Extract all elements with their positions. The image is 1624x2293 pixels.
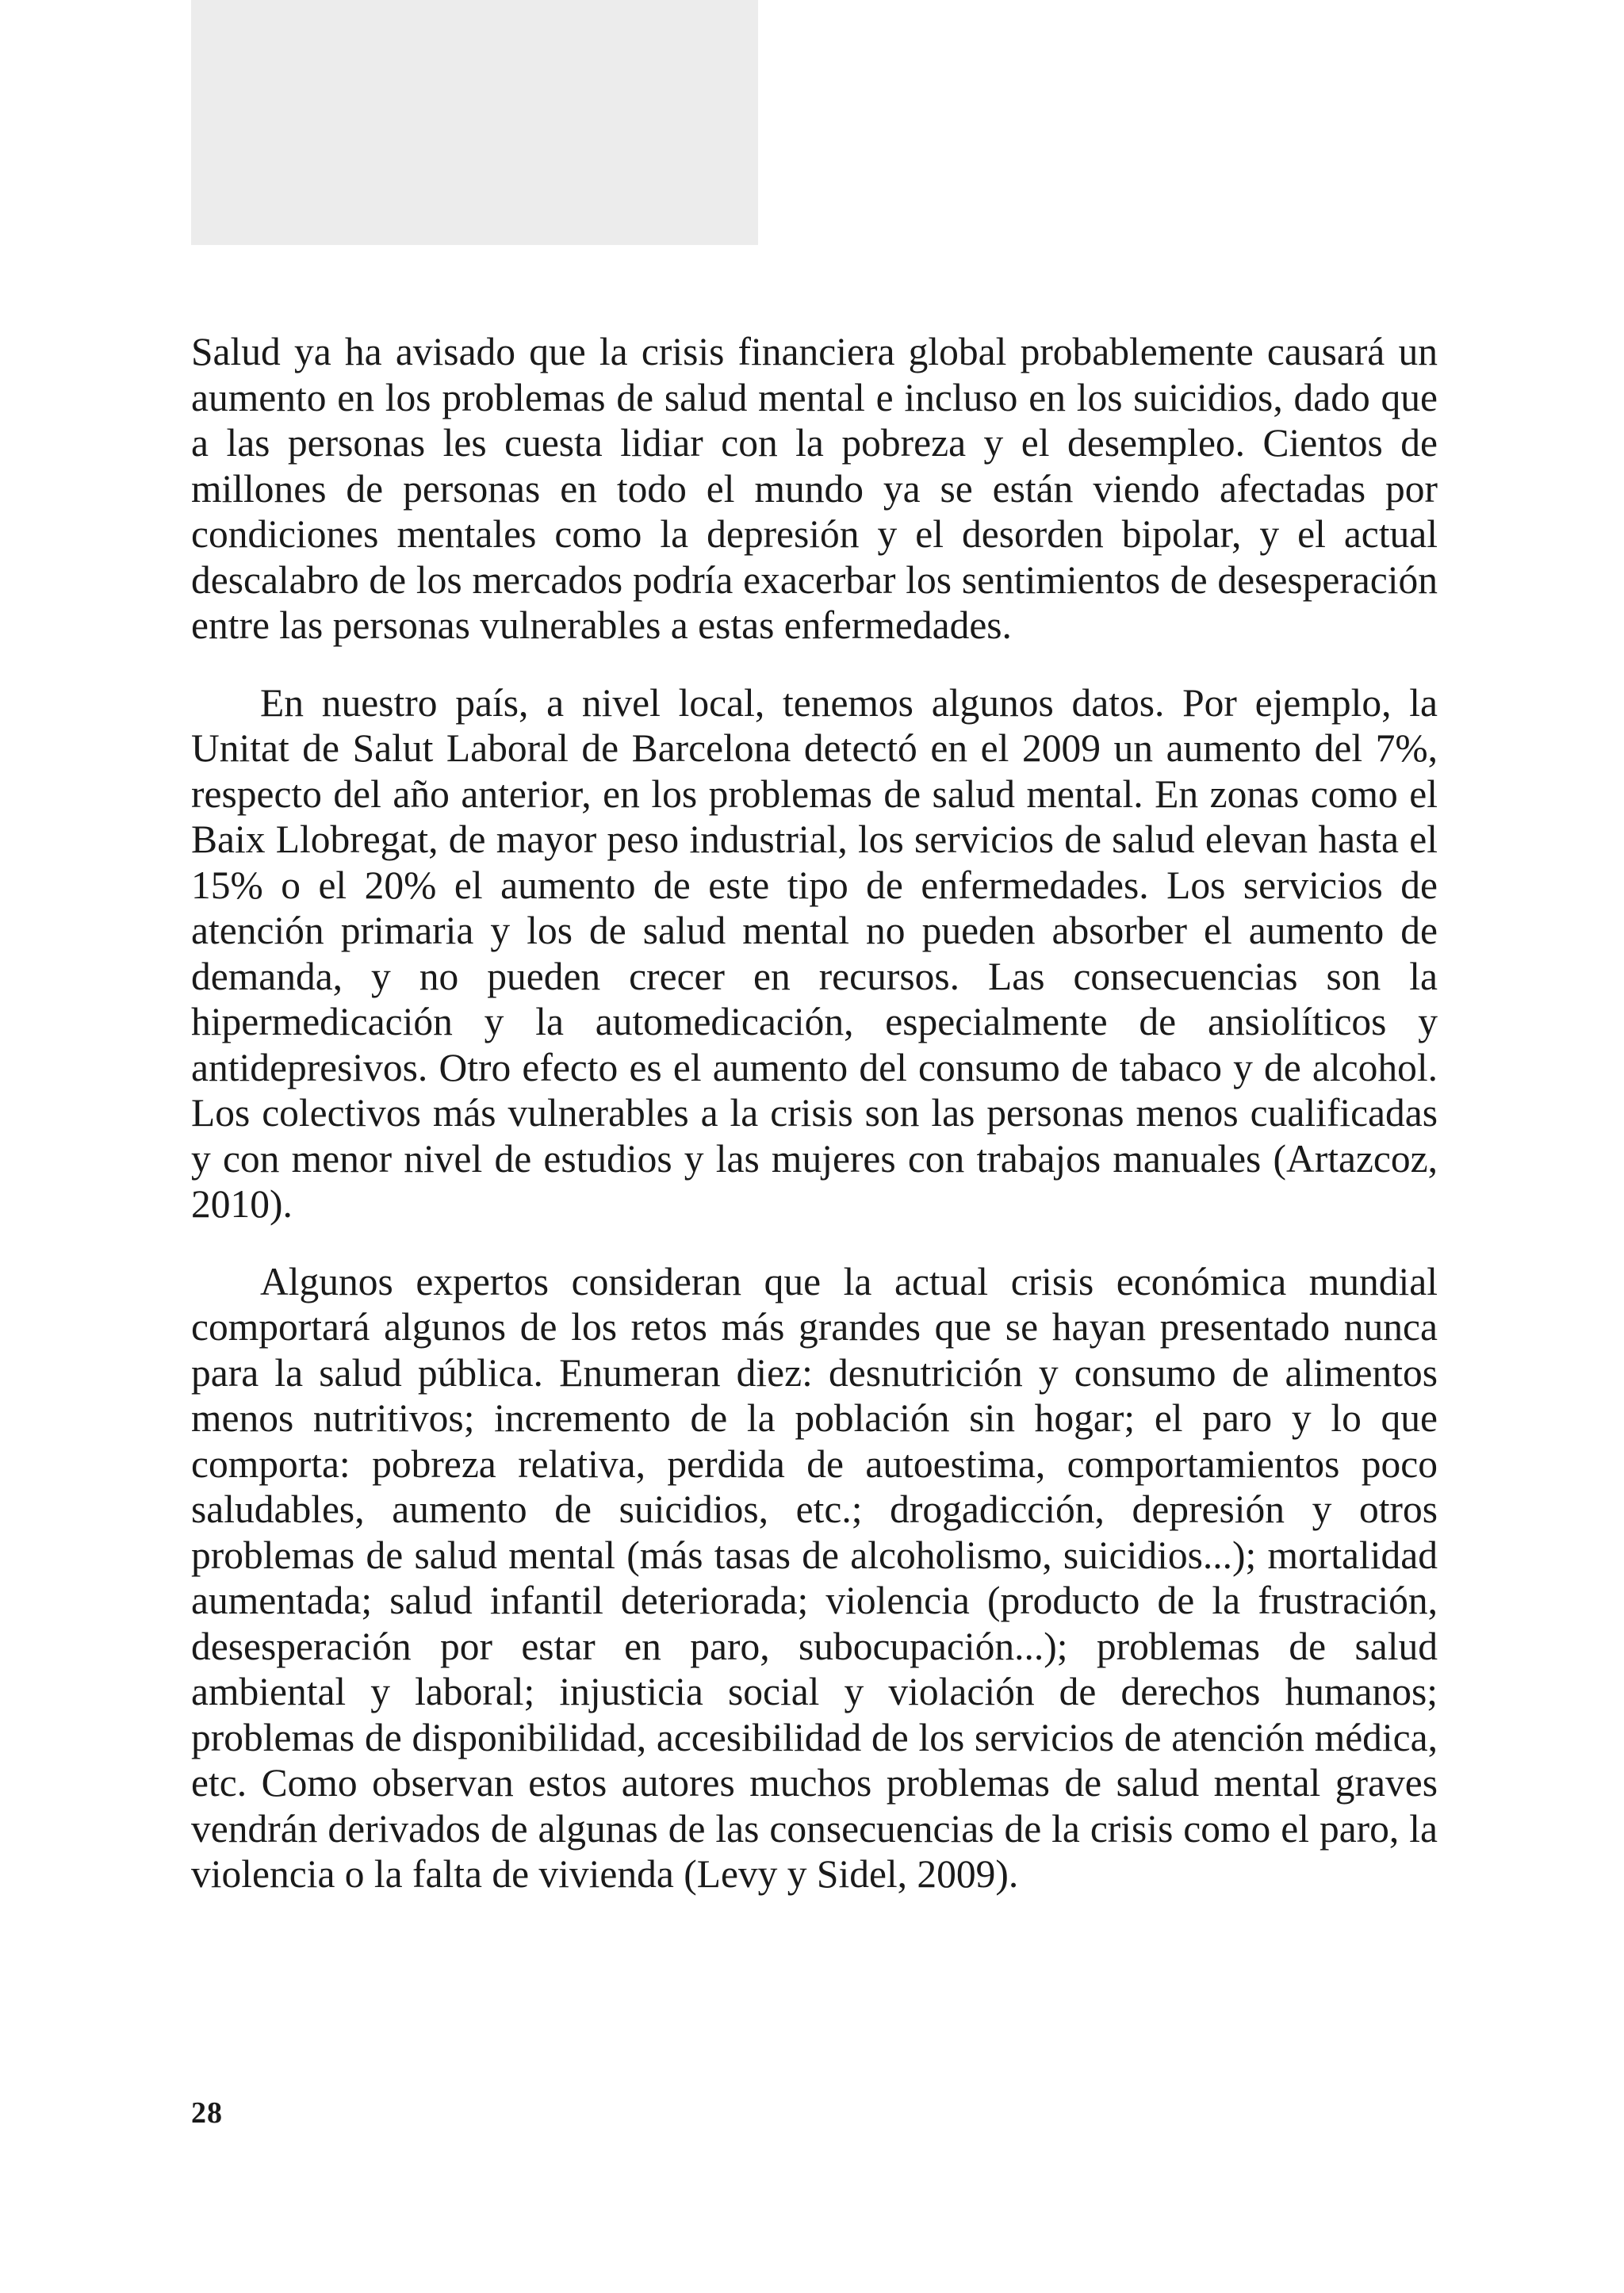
paragraph-local-data: En nuestro país, a nivel local, tenemos algunos datos. Por ejemplo, la Unitat de Salut Laboral de Barcelona detectó en el 2009 un aumento del 7%, respecto del año anterior, en los problemas de salud mental. En zonas como el Baix Llobregat, de mayor peso industrial, los servicios de salud elevan hasta el 15% o el 20% el aumento de este tipo de enfermedades. Los servicios de atención primaria y los de salud mental no pueden absorber el aumento de demanda, y no pueden crecer en recursos. Las consecuencias son la hipermedicación y la automedicación, especialmente de ansiolíticos y antidepresivos. Otro efecto es el aumento del consumo de tabaco y de alcohol. Los colectivos más vulnerables a la crisis son las personas menos cualificadas y con menor nivel de estudios y las mujeres con trabajos manuales (Artazcoz, 2010). — [191, 680, 1438, 1226]
page-number: 28 — [191, 2096, 223, 2130]
paragraph-continuation: Salud ya ha avisado que la crisis financiera global probablemente causará un aumento en los problemas de salud mental e incluso en los suicidios, dado que a las personas les cuesta lidiar con la pobreza y el desempleo. Cientos de millones de personas en todo el mundo ya se están viendo afectadas por condiciones mentales como la depresión y el desorden bipolar, y el actual descalabro de los mercados podría exacerbar los sentimientos de desesperación entre las personas vulnerables a estas enfermedades. — [191, 330, 1438, 647]
body-text — [191, 329, 1438, 1929]
header-placeholder-block — [191, 0, 758, 245]
paragraph-expert-views: Algunos expertos consideran que la actual crisis económica mundial comportará algunos de los retos más grandes que se hayan presentado nunca para la salud pública. Enumeran diez: desnutrición y consumo de alimentos menos nutritivos; incremento de la población sin hogar; el paro y lo que comporta: pobreza relativa, perdida de autoestima, comportamientos poco saludables, aumento de suicidios, etc.; drogadicción, depresión y otros problemas de salud mental (más tasas de alcoholismo, suicidios...); mortalidad aumentada; salud infantil deteriorada; violencia (producto de la frustración, desesperación por estar en paro, subocupación...); problemas de salud ambiental y laboral; injusticia social y violación de derechos humanos; problemas de disponibilidad, accesibilidad de los servicios de atención médica, etc. Como observan estos autores muchos problemas de salud mental graves vendrán derivados de algunas de las consecuencias de la crisis como el paro, la violencia o la falta de vivienda (Levy y Sidel, 2009). — [191, 1259, 1438, 1896]
